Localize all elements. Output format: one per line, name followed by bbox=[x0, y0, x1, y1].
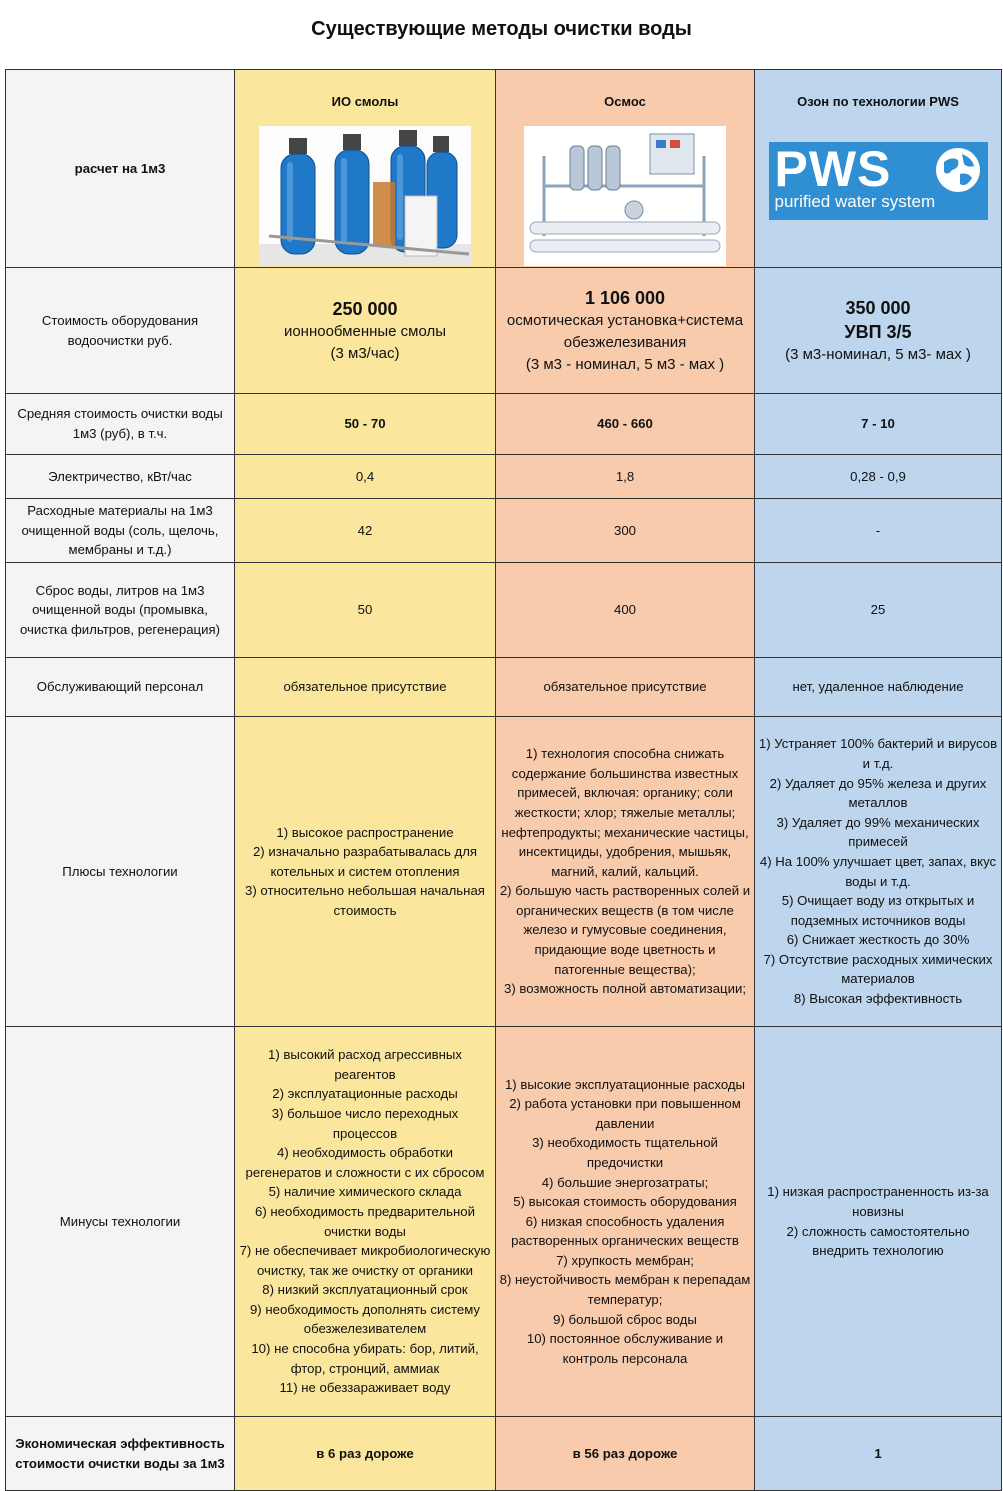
equipment-detail: (3 м3-номинал, 5 м3- мах ) bbox=[785, 345, 971, 363]
row-label: Обслуживающий персонал bbox=[6, 658, 235, 717]
staff-oz: нет, удаленное наблюдение bbox=[755, 658, 1002, 717]
header-row bbox=[6, 70, 1002, 268]
row-discharge bbox=[6, 563, 1002, 658]
list-item: 1) Устраняет 100% бактерий и вирусов и т.д. bbox=[758, 736, 998, 771]
list-item: 7) хрупкость мембран; bbox=[556, 1252, 694, 1268]
list-item: 3) большое число переходных процессов bbox=[271, 1105, 459, 1141]
column-title-os: Осмос bbox=[604, 94, 646, 109]
list-item: 6) низкая способность удаления растворенных органических веществ bbox=[511, 1213, 739, 1249]
list-item: 3) необходимость тщательной предочистки bbox=[532, 1135, 718, 1170]
discharge-os: 400 bbox=[496, 563, 755, 658]
efficiency-oz: 1 bbox=[755, 1417, 1002, 1491]
electricity-io: 0,4 bbox=[235, 455, 496, 499]
pws-logo-small: purified water system bbox=[774, 191, 936, 211]
row-consumables bbox=[6, 499, 1002, 563]
list-item: 7) Отсутствие расходных химических материалов bbox=[763, 951, 993, 987]
list-item: 7) не обеспечивает микробиологическую очистку, так же очистку от органики bbox=[239, 1243, 491, 1278]
list-item: 4) На 100% улучшает цвет, запах, вкус воды и т.д. bbox=[759, 853, 997, 889]
list-item: 5) наличие химического склада bbox=[268, 1184, 462, 1200]
row-label: Минусы технологии bbox=[6, 1027, 235, 1417]
list-item: 2) сложность самостоятельно внедрить технологию bbox=[786, 1223, 970, 1259]
row-label: Расходные материалы на 1м3 очищенной воды (соль, щелочь, мембраны и т.д.) bbox=[6, 499, 235, 563]
row-pros bbox=[6, 717, 1002, 1027]
row-label: Экономическая эффективность стоимости очистки воды за 1м3 bbox=[6, 1417, 235, 1491]
list-item: 6) необходимость предварительной очистки воды bbox=[254, 1203, 476, 1239]
row-efficiency bbox=[6, 1417, 1002, 1491]
discharge-io: 50 bbox=[235, 563, 496, 658]
list-item: 1) высокие эксплуатационные расходы bbox=[504, 1076, 746, 1092]
equipment-name: УВП 3/5 bbox=[844, 321, 912, 342]
row-staff bbox=[6, 658, 1002, 717]
row-label: Сброс воды, литров на 1м3 очищенной воды (промывка, очистка фильтров, регенерация) bbox=[6, 563, 235, 658]
cons-os bbox=[496, 1027, 755, 1417]
list-item: 1) технология способна снижать содержание большинства известных примесей, включая: органику; соли жесткости; хлор; тяжелые металлы; нефтепродукты; механические частицы, инсектициды, удобрения, мышьяк, магний, калий, кальций. bbox=[501, 746, 749, 879]
comparison-table bbox=[5, 69, 1002, 1491]
ion-exchange-filters-image bbox=[259, 126, 471, 266]
pros-io bbox=[235, 717, 496, 1027]
cons-io bbox=[235, 1027, 496, 1417]
list-item: 10) постоянное обслуживание и контроль персонала bbox=[526, 1331, 724, 1366]
column-title-io: ИО смолы bbox=[331, 94, 399, 109]
list-item: 1) высокий расход агрессивных реагентов bbox=[268, 1047, 462, 1082]
header-io bbox=[235, 70, 496, 268]
pws-logo-big: PWS bbox=[774, 140, 892, 197]
pros-os bbox=[496, 717, 755, 1027]
equipment-detail: (3 м3/час) bbox=[330, 344, 400, 362]
list-item: 9) необходимость дополнять систему обезжелезивателем bbox=[249, 1301, 481, 1337]
header-oz bbox=[755, 70, 1002, 268]
pros-oz bbox=[755, 717, 1002, 1027]
list-item: 2) эксплуатационные расходы bbox=[272, 1086, 458, 1102]
consumables-os: 300 bbox=[496, 499, 755, 563]
list-item: 3) Удаляет до 99% механических примесей bbox=[776, 814, 980, 850]
row-label: Средняя стоимость очистки воды 1м3 (руб), в т.ч. bbox=[6, 394, 235, 455]
list-item: 2) большую часть растворенных солей и органических веществ (в том числе железо и гумусовые соединения, придающие воде цветность и патогенные вещества); bbox=[499, 883, 751, 977]
list-item: 5) высокая стоимость оборудования bbox=[513, 1194, 737, 1210]
list-item: 8) низкий эксплуатационный срок bbox=[262, 1282, 468, 1298]
staff-os: обязательное присутствие bbox=[496, 658, 755, 717]
pws-logo bbox=[769, 142, 988, 220]
list-item: 3) относительно небольшая начальная стоимость bbox=[245, 883, 485, 918]
efficiency-os: в 56 раз дороже bbox=[496, 1417, 755, 1491]
row-label: Плюсы технологии bbox=[6, 717, 235, 1027]
price: 350 000 bbox=[845, 297, 911, 318]
list-item: 3) возможность полной автоматизации; bbox=[504, 981, 746, 997]
page-title: Существующие методы очистки воды bbox=[311, 18, 692, 40]
list-item: 2) работа установки при повышенном давлении bbox=[509, 1096, 741, 1131]
row-equipment bbox=[6, 268, 1002, 394]
equipment-oz bbox=[755, 268, 1002, 394]
avg-cost-os: 460 - 660 bbox=[496, 394, 755, 455]
list-item: 8) неустойчивость мембран к перепадам температур; bbox=[499, 1272, 751, 1308]
consumables-io: 42 bbox=[235, 499, 496, 563]
row-cons bbox=[6, 1027, 1002, 1417]
globe-icon bbox=[934, 146, 982, 194]
discharge-oz: 25 bbox=[755, 563, 1002, 658]
avg-cost-io: 50 - 70 bbox=[235, 394, 496, 455]
avg-cost-oz: 7 - 10 bbox=[755, 394, 1002, 455]
list-item: 2) Удаляет до 95% железа и других металлов bbox=[769, 775, 987, 811]
reverse-osmosis-unit-image bbox=[524, 126, 726, 266]
price: 250 000 bbox=[332, 298, 398, 319]
list-item: 1) высокое распространение bbox=[276, 824, 454, 840]
equipment-os bbox=[496, 268, 755, 394]
electricity-os: 1,8 bbox=[496, 455, 755, 499]
consumables-oz: - bbox=[755, 499, 1002, 563]
header-os bbox=[496, 70, 755, 268]
header-label: расчет на 1м3 bbox=[6, 70, 235, 268]
equipment-io bbox=[235, 268, 496, 394]
row-avg-cost bbox=[6, 394, 1002, 455]
list-item: 11) не обеззараживает воду bbox=[279, 1380, 451, 1396]
cons-oz bbox=[755, 1027, 1002, 1417]
list-item: 5) Очищает воду из открытых и подземных источников воды bbox=[781, 893, 975, 928]
list-item: 6) Снижает жесткость до 30% bbox=[786, 932, 970, 948]
staff-io: обязательное присутствие bbox=[235, 658, 496, 717]
list-item: 4) необходимость обработки регенератов и сложности с их сбросом bbox=[245, 1145, 485, 1180]
equipment-name: осмотическая установка+система обезжелезивания bbox=[506, 311, 744, 351]
list-item: 10) не способна убирать: бор, литий, фтор, стронций, аммиак bbox=[251, 1341, 479, 1376]
list-item: 9) большой сброс воды bbox=[553, 1311, 697, 1327]
list-item: 2) изначально разрабатывалась для котельных и систем отопления bbox=[252, 844, 478, 879]
row-label: Стоимость оборудования водоочистки руб. bbox=[6, 268, 235, 394]
row-label: Электричество, кВт/час bbox=[6, 455, 235, 499]
price: 1 106 000 bbox=[584, 287, 666, 308]
list-item: 8) Высокая эффективность bbox=[793, 991, 963, 1007]
list-item: 1) низкая распространенность из-за новизны bbox=[767, 1184, 989, 1219]
row-electricity bbox=[6, 455, 1002, 499]
equipment-name: ионнообменные смолы bbox=[283, 322, 447, 340]
efficiency-io: в 6 раз дороже bbox=[235, 1417, 496, 1491]
list-item: 4) большие энергозатраты; bbox=[541, 1174, 709, 1190]
equipment-detail: (3 м3 - номинал, 5 м3 - мах ) bbox=[525, 355, 725, 373]
electricity-oz: 0,28 - 0,9 bbox=[755, 455, 1002, 499]
column-title-oz: Озон по технологии PWS bbox=[797, 94, 959, 109]
